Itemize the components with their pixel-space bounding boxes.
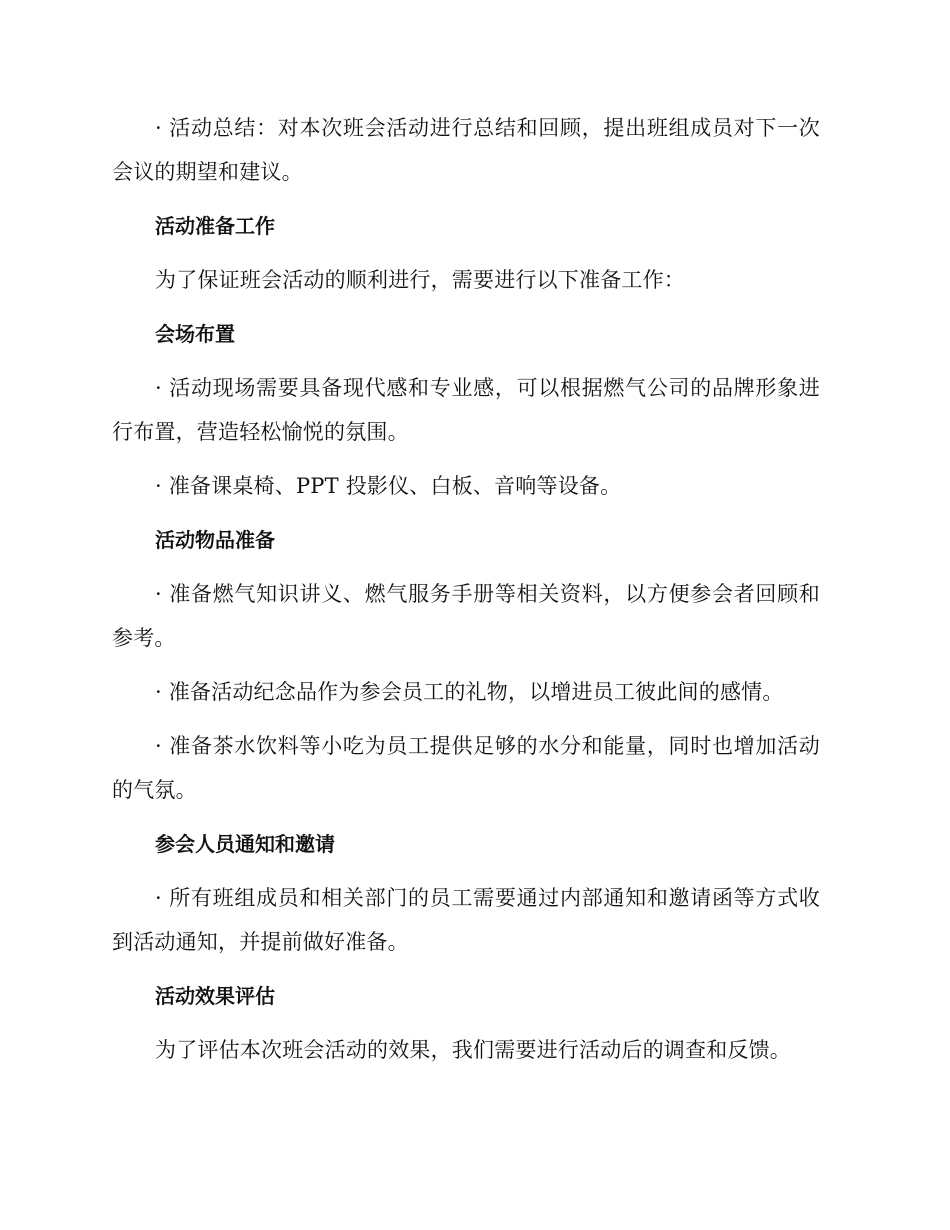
- paragraph-equipment: · 准备课桌椅、PPT 投影仪、白板、音响等设备。: [155, 474, 622, 498]
- heading-materials: 活动物品准备: [155, 528, 275, 552]
- paragraph-souvenirs: · 准备活动纪念品作为参会员工的礼物，以增进员工彼此间的感情。: [155, 680, 784, 704]
- paragraph-handouts: · 准备燃气知识讲义、燃气服务手册等相关资料，以方便参会者回顾和参考。: [112, 582, 820, 650]
- heading-notification: 参会人员通知和邀请: [155, 832, 335, 856]
- paragraph-notification: · 所有班组成员和相关部门的员工需要通过内部通知和邀请函等方式收到活动通知，并提前做好准备。: [112, 886, 820, 954]
- paragraph-evaluation: 为了评估本次班会活动的效果，我们需要进行活动后的调查和反馈。: [155, 1038, 791, 1062]
- paragraph-venue-style: · 活动现场需要具备现代感和专业感，可以根据燃气公司的品牌形象进行布置，营造轻松愉悦的氛围。: [112, 376, 820, 444]
- heading-venue-layout: 会场布置: [155, 322, 235, 346]
- paragraph-activity-summary: · 活动总结：对本次班会活动进行总结和回顾，提出班组成员对下一次会议的期望和建议。: [112, 116, 820, 184]
- paragraph-preparation-intro: 为了保证班会活动的顺利进行，需要进行以下准备工作：: [155, 268, 685, 292]
- paragraph-refreshments: · 准备茶水饮料等小吃为员工提供足够的水分和能量，同时也增加活动的气氛。: [112, 734, 820, 802]
- heading-evaluation: 活动效果评估: [155, 984, 275, 1008]
- heading-preparation: 活动准备工作: [155, 214, 275, 238]
